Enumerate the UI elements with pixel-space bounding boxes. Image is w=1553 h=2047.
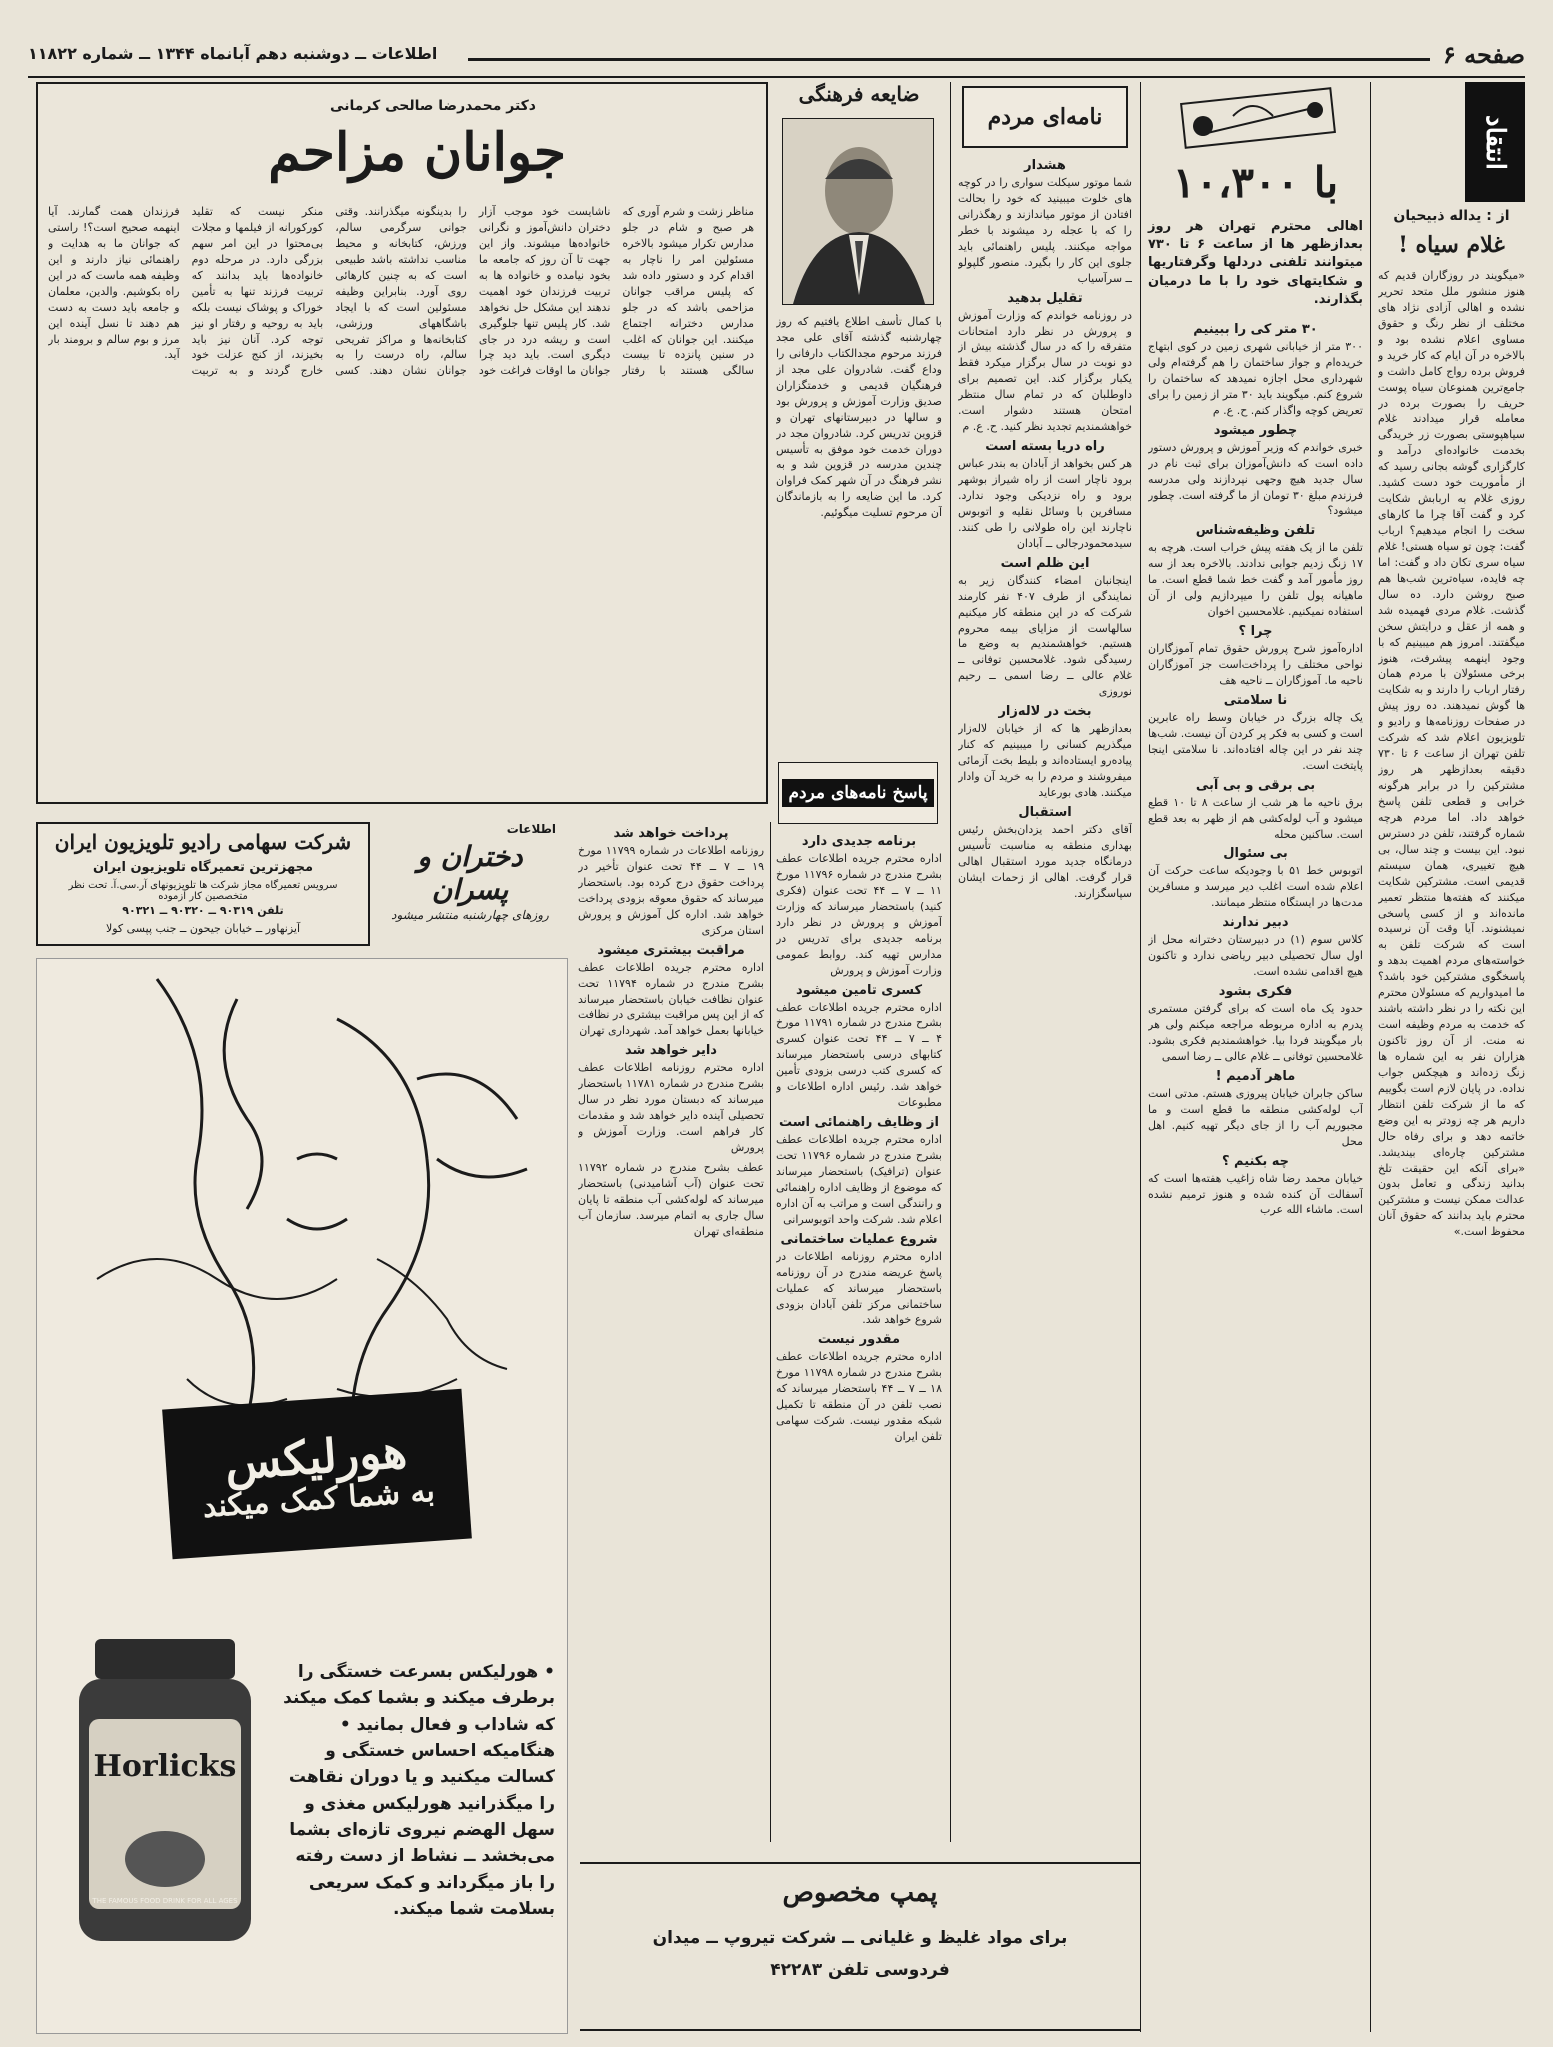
phone-item-title: چرا ؟ [1238, 624, 1273, 640]
letter-item [958, 704, 1132, 801]
phone-item-text: برق ناحیه ما هر شب از ساعت ۸ تا ۱۰ قطع میشود و آب لوله‌کشی هم از ظهر به بعد قطع است. ساکنین محله [1148, 795, 1363, 841]
letter-title: هشدار [1024, 158, 1066, 173]
letter-title: تقلیل بدهید [1007, 290, 1083, 306]
letter-item [958, 158, 1132, 287]
horlicks-ad [36, 958, 568, 2034]
radio-ad-line3: آیزنهاور ــ خیابان جیحون ــ جنب پپسی کولا [105, 922, 301, 935]
phone-item-title: نا سلامتی [1223, 692, 1288, 708]
phone-item [1148, 846, 1363, 911]
letter-text: آقای دکتر احمد یزدان‌بخش رئیس بهداری منطقه به مناسبت تأسیس درمانگاه جدید مورد استقبال اهالی قرار گرفت. اهالی از زحمات ایشان سپاسگزارند. [958, 822, 1132, 900]
phone-subhead: اهالی محترم تهران هر روز بعدازظهر ها از ساعت ۶ تا ۷۳۰ میتوانند تلفنی دردلها وگرفتاریها و شکایتهای خود را با ما درمیان بگذارند. [1148, 219, 1363, 307]
page-number: صفحه ۶ [1442, 40, 1525, 69]
col-rule-3 [950, 82, 951, 1842]
reply2-item [578, 1160, 764, 1240]
phone-item-text: تلفن ما از یک هفته پیش خراب است. هرچه به ۱۷ زنگ زدیم جوابی ندادند. بالاخره بعد از سه روز مأمور آمد و گفت خط شما قطع است. ما ماهیانه پول تلفن را میپردازیم ولی از آن استفاده نمیکنیم. غلامحسین اخوان [1148, 541, 1363, 619]
letter-title: استقبال [1018, 804, 1072, 820]
reply-text: اداره محترم روزنامه اطلاعات در پاسخ عریضه مندرج در آن روزنامه باستحضار میرساند که عملیات ساختمانی مرکز تلفن آبادان بزودی شروع خواهد شد. [776, 1249, 942, 1327]
phone-item-text: اداره‌آموز شرح پرورش حقوق تمام آموزگاران نواحی مختلف را پرداخت‌است جز آموزگاران ناحیه ما. آموزگاران ــ ناحیه هف [1148, 642, 1363, 687]
header-rule [468, 58, 1430, 61]
phone-items [1148, 318, 1363, 2028]
letter-item [958, 556, 1132, 701]
reply-text: اداره محترم جریده اطلاعات عطف بشرح مندرج در شماره ۱۱۷۹۶ مورخ ۱۱ ــ ۷ ــ ۴۴ تحت عنوان (فکری کنید) باستحضار میرساند که وزارت آموزش و پرورش در نظر دارد برنامه جدیدی برای تدریس در مدارس تهیه کند. روابط عمومی وزارت آموزش و پرورش [776, 852, 942, 977]
reply-item [776, 834, 942, 979]
criticism-body: «میگویند در روزگاران قدیم که هنوز منشور ملل متحد تحریر نشده و اهالی آزادی نژاد های مختلف از نظر رنگ و حقوق مساوی اعلام نشده بود و بالاخره در آن ایام که کار خرید و فروش برده رواج کامل داشت و جامع‌ترین همنوعان سیاه پوست حریف را بصورت برده در معامله قرار میدادند غلام سیاهپوستی بصورت زر خریدگی بخدمت خانواده‌ای درآمد و کارگزاری گوشه بجانی رسید که از مأموریت خود دست کشید. روزی غلام به اربابش شکایت کرد و گفت آقا چرا ما کارهای سخت را انجام میدهیم؟ ارباب گفت: چون تو سیاه هستی! غلام سیاه سری تکان داد و گفت: اما چه فایده، سیاه‌ترین شب‌ها هم صبح روشن دارد. ده سال گذشت. غلام مردی فهمیده شد و همه از عقل و درایتش سخن میگفتند. امروز هم میبینیم که با وجود اینهمه پیشرفت، هنوز برخی مسئولان با مردم همان رفتار ارباب را دارند و به شکایت ها گوش نمیدهند. ده روز پیش در صفحات روزنامه‌ها و رادیو و تلویزیون اعلام شد که شرکت تلفن تهران از ساعت ۶ تا ۷۳۰ دقیقه بعدازظهر هر روز مشترکین را در برابر هرگونه خرابی و قطعی تلفن پاسخ خواهد داد. اما مردم هرچه شماره گرفتند، تلفن در دسترس نبود. این بیست و چند سال، بی هیچ تغییری، همان سیستم قدیمی است. مشترکین شکایت میکنند که هفته‌ها منتظر تعمیر مانده‌اند و از کسی پاسخی نمیشنوند. آیا وقت آن نرسیده است که شرکت تلفن به خواسته‌های مردم اهمیت بدهد و پاسخگوی مشترکین خود باشد؟ ما امیدواریم که مسئولان محترم این نکته را در نظر داشته باشند که خدمت به مردم وظیفه است نه منت. از آن روز تاکنون هزاران نفر به این شماره ها زنگ زده‌اند و هیچکس جواب نداده. در پایان لازم است بگوییم که ما از شرکت تلفن انتظار داریم هر چه زودتر به این وضع خاتمه دهد و برای رفاه حال مشترکین چاره‌ای بیندیشد. «برای آنکه این حقیقت تلخ بدانید زندگی و تعامل بدون عدالت ممکن نیست و مشترکین محترم باید بدانند که حقوق آنان محفوظ است.» [1378, 269, 1525, 1239]
phone-item-text: یک چاله بزرگ در خیابان وسط راه عابرین است و کسی به فکر پر کردن آن نیست. شب‌ها چند نفر در این چاله افتاده‌اند. نا سلامتی اینجا پایتخت است. [1148, 710, 1363, 772]
phone-item [1148, 624, 1363, 689]
reply-item [776, 1232, 942, 1329]
pump-title: پمپ مخصوص [782, 1878, 938, 1908]
reply-text: اداره محترم جریده اطلاعات عطف بشرح مندرج در شماره ۱۱۷۹۸ مورخ ۱۸ ــ ۷ ــ ۴۴ باستحضار میرساند که نصب تلفن در آن منطقه تا تکمیل شبکه مقدور نیست. شرکت سهامی تلفن ایران [776, 1350, 942, 1444]
reply2-title: پرداخت خواهد شد [613, 826, 729, 841]
reply2-item [578, 826, 764, 939]
letter-title: این ظلم است [1000, 555, 1090, 571]
phone-item-title: تلفن وظیفه‌شناس [1195, 523, 1316, 539]
column-criticism [1378, 82, 1525, 2032]
letter-text: شما موتور سیکلت سواری را در کوچه های خلوت میبینید که خود را بحالت افتادن از موتور میاندازند و رهگذرانی را که با عجله رد میشوند با خطر مواجه میکنند. پلیس راهنمائی باید جلوی این کار را بگیرد. منصور گلپولو ــ سرآسیاب [958, 176, 1132, 285]
reply2-item [578, 1043, 764, 1156]
issue-line: اطلاعات ــ دوشنبه دهم آبانماه ۱۳۴۴ ــ شماره ۱۱۸۲۲ [28, 44, 438, 63]
pump-phone: فردوسی تلفن ۴۲۲۸۳ [770, 1960, 950, 1980]
reply-title: از وظایف راهنمائی است [779, 1115, 939, 1131]
reply-item [776, 1332, 942, 1445]
criticism-byline: از : یداله ذبیحیان [1393, 208, 1510, 224]
obituary-headline: ضایعه فرهنگی [798, 82, 920, 106]
article-title: جوانان مزاحم [268, 122, 566, 183]
phone-headline: با ۱۰،۳۰۰ [1172, 158, 1339, 207]
col-rule-2 [1140, 82, 1141, 2032]
radio-ad-line2: تلفن ۹۰۳۱۹ ــ ۹۰۳۲۰ ــ ۹۰۳۲۱ [122, 904, 284, 917]
reply2-text: عطف بشرح مندرج در شماره ۱۱۷۹۲ تحت عنوان (آب آشامیدنی) باستحضار میرساند که لوله‌کشی آب منطقه تا پایان سال جاری به اتمام میرسد. سازمان آب منطقه‌ای تهران [578, 1160, 764, 1238]
phone-item-text: ۳۰۰ متر از خیابانی شهری زمین در کوی ابتهاج خریده‌ام و جواز ساختمان را هم گرفته‌ام ولی شهرداری محل اجازه نمیدهد که ساختمان را شروع کنم. میگویند باید ۳۰ متر از زمین را برای تعریض کوچه واگذار کنم. ح. ع. م [1148, 340, 1363, 417]
reply-title: کسری تامین میشود [795, 982, 923, 998]
phone-item-title: چه بکنیم ؟ [1221, 1153, 1290, 1169]
phone-item [1148, 1069, 1363, 1150]
reply2-title: مراقبت بیشتری میشود [597, 942, 745, 958]
phone-item-title: بی برقی و بی آبی [1195, 777, 1316, 793]
page-header [28, 34, 1525, 74]
pump-line: برای مواد غلیظ و غلیانی ــ شرکت تیروپ ــ میدان [652, 1928, 1068, 1948]
reply-title: مقدور نیست [817, 1332, 901, 1348]
phone-illustration [1163, 86, 1353, 154]
horlicks-banner-small: به شما کمک میکند [201, 1473, 436, 1525]
phone-item [1148, 778, 1363, 843]
reply2-text: روزنامه اطلاعات در شماره ۱۱۷۹۹ مورخ ۱۹ ــ ۷ ــ ۴۴ تحت عنوان تأخیر در پرداخت حقوق درج کرده بود. باستحضار میرساند که حقوق معوقه بزودی پرداخت خواهد شد. اداره‌ کل آموزش و پرورش استان مرکزی [578, 844, 764, 937]
phone-item-text: خیابان محمد رضا شاه زاغیب هفته‌ها است که آسفالت آن کنده شده و هنوز ترمیم نشده است. ماشاء الله عرب [1148, 1171, 1363, 1217]
horlicks-jar [65, 1629, 265, 1949]
replies-logo: پاسخ نامه‌های مردم [778, 762, 938, 824]
radio-ad-line1: سرویس تعمیرگاه مجاز شرکت ها تلویزیونهای آر.سی.آ. تحت نظر متخصصین کار آزموده [68, 880, 338, 902]
phone-item-text: اتوبوس خط ۵۱ با وجودیکه ساعت حرکت آن اعلام شده است اغلب دیر میرسد و مسافرین مدت‌ها در ایستگاه منتظر میمانند. [1148, 864, 1363, 910]
article-box [36, 82, 768, 804]
phone-item-title: ماهر آدمیم ! [1215, 1068, 1296, 1084]
letter-text: هر کس بخواهد از آبادان به بندر عباس برود ناچار است از راه شیراز بوشهر برود و راه نزدیکی وجود ندارد. مسافرین با وسائل نقلیه و اتوبوس ناچارند این راه طولانی را طی کنند. سیدمحمودرجالی ــ آبادان [958, 457, 1132, 550]
phone-item [1148, 322, 1363, 419]
reply2-item [578, 943, 764, 1040]
weekly-ad [376, 822, 566, 942]
obituary-photo [782, 118, 934, 305]
letters-items [958, 154, 1132, 2029]
jar-label: Horlicks [93, 1749, 237, 1784]
reply-item [776, 983, 942, 1112]
horlicks-text: • هورلیکس بسرعت خستگی را برطرف میکند و بشما کمک میکند که شاداب و فعال بمانید • هنگامیکه احساس خستگی و کسالت میکنید و یا دوران نقاهت را میگذرانید هورلیکس مغذی و سهل الهضم نیروی تازه‌ای بشما می‌بخشد ــ نشاط از دست رفته را باز میگرداند و کمک سریعی بسلامت شما میکند. [283, 1662, 555, 1920]
col-rule-4 [770, 822, 771, 1842]
column-replies-2 [578, 822, 764, 1842]
article-author: دکتر محمدرضا صالحی کرمانی [330, 98, 536, 114]
reply-title: برنامه جدیدی دارد [801, 834, 917, 849]
portrait-image [783, 119, 933, 304]
reply-text: اداره محترم جریده اطلاعات عطف بشرح مندرج در شماره ۱۱۷۹۶ تحت عنوان (ترافیک) باستحضار میرساند که موضوع از وظایف اداره راهنمائی و رانندگی است و مراتب به آن اداره اعلام شد. شرکت واحد اتوبوسرانی [776, 1133, 942, 1226]
column-letters [958, 82, 1132, 2032]
reply-title: شروع عملیات ساختمانی [780, 1231, 938, 1247]
letter-item [958, 439, 1132, 552]
letter-item [958, 805, 1132, 902]
phone-item [1148, 523, 1363, 620]
obituary-body: با کمال تأسف اطلاع یافتیم که روز چهارشنبه گذشته آقای علی مجد فرزند مرحوم مجدالکتاب دارفانی را وداع گفت. شادروان علی مجد از فرهنگیان قدیمی و خدمتگزاران صدیق وزارت آموزش و پرورش بود و سالها در دبیرستانهای تهران و قزوین تدریس کرد. شادروان مجد در دوران خدمت خود موفق به تأسیس چندین مدرسه در قزوین شد و به نشر فرهنگ در آن شهر کمک فراوان کرد. ما این ضایعه را به بازماندگان آن مرحوم تسلیت میگوئیم. [776, 315, 942, 520]
phone-item [1148, 984, 1363, 1065]
jar-small: THE FAMOUS FOOD DRINK FOR ALL AGES [92, 1897, 238, 1905]
phone-item-title: ۳۰ متر کی را ببینیم [1193, 322, 1318, 337]
weekly-title: دختران و پسران [417, 840, 523, 906]
replies-items [776, 830, 942, 1840]
phone-item-title: چطور میشود [1213, 422, 1298, 438]
reply-item [776, 1115, 942, 1228]
col-rule-1 [1370, 82, 1371, 2032]
phone-item-text: ساکن جابران خیابان پیروزی هستم. مدتی است آب لوله‌کشی منطقه ما قطع است و ما مجبوریم آب را از جای دیگر تهیه کنیم. اهل محل [1148, 1086, 1363, 1148]
column-phone-line [1148, 82, 1363, 2032]
criticism-logo: انتقاد [1465, 82, 1525, 202]
reply2-text: اداره محترم روزنامه اطلاعات عطف بشرح مندرج در شماره ۱۱۷۸۱ باستحضار میرساند که دبستان مورد نظر در سال تحصیلی آینده دایر خواهد شد و مقدمات کار فراهم است. وزارت آموزش و پرورش [578, 1061, 764, 1154]
phone-item-text: خبری خواندم که وزیر آموزش و پرورش دستور داده است که دانش‌آموزان برای ثبت نام در سال جدید هیچ وجهی نپردازند ولی مدرسه فرزندم مبلغ ۳۰ تومان از ما گرفته است. چطور میشود؟ [1148, 440, 1363, 518]
phone-item [1148, 423, 1363, 520]
article-body [48, 204, 754, 792]
phone-item-title: دبیر ندارند [1222, 915, 1289, 931]
reply2-title: دایر خواهد شد [625, 1043, 717, 1059]
reply2-text: اداره محترم جریده اطلاعات عطف بشرح مندرج در شماره ۱۱۷۹۴ تحت عنوان نظافت خیابان باستحضار میرساند که از این پس مراقبت بیشتری در نظافت خیابانها بعمل خواهد آمد. شهرداری تهران [578, 960, 764, 1038]
article-text: مناظر زشت و شرم آوری که هر صبح و شام در جلو مدارس تکرار میشود بالاخره مسئولین امر را ناچار به اقدام کرد و دستور داده شد که پلیس مراقب جوانان مزاحمی باشد که در جلو مدارس دخترانه اجتماع میکنند. این جوانان که اغلب در سنین پانزده تا بیست سالگی هستند با رفتار ناشایست خود موجب آزار دختران دانش‌آموز و نگرانی خانواده‌ها میشوند. واز این جهت تا آن روز که جامعه ما بخود نیامده و خانواده ها به تربیت فرزندان خود اهمیت ندهند این مشکل حل نخواهد شد. کار پلیس تنها جلوگیری است و ریشه درد در جای دیگری است. باید دید چرا جوانان ما اوقات فراغت خود را بدینگونه میگذرانند. وقتی جوانی سرگرمی سالم، ورزش، کتابخانه و محیط مناسب نداشته باشد طبیعی است که به چنین کارهائی روی آورد. بنابراین وظیفه مسئولین است که با ایجاد باشگاههای ورزشی، کتابخانه‌ها و مراکز تفریحی سالم، راه درست را به جوانان نشان دهند. کسی منکر نیست که تقلید کورکورانه از فیلمها و مجلات بی‌محتوا در این امر سهم بزرگی دارد. در مرحله دوم خانواده‌ها باید بدانند که تربیت فرزند تنها به تأمین خوراک و پوشاک نیست بلکه باید به روحیه و رفتار او نیز توجه کرد. آنان نیز باید بخیزند، از کنج عزلت خود خارج گردند و به تربیت فرزندان همت گمارند. آیا اینهمه صحیح است؟! راستی که جوانان ما به هدایت و راهنمائی نیاز دارند و این وظیفه همه ماست که در این راه بکوشیم. والدین، معلمان و جامعه باید دست به دست هم دهند تا نسل آینده این مرز و بوم سالم و برومند بار آید. [48, 205, 754, 378]
phone-item [1148, 1154, 1363, 1219]
criticism-headline: غلام سیاه ! [1398, 232, 1505, 258]
radio-tv-ad [36, 822, 370, 946]
letter-text: بعدازظهر ها که از خیابان لاله‌زار میگذریم کسانی را میبینیم که کنار پیاده‌رو ایستاده‌اند و بلیط بخت آزمائی میفروشند و مردم را به خرید آن وادار میکنند. هادی بورعاید [958, 722, 1132, 799]
replies2-items [578, 822, 764, 1842]
letter-text: در روزنامه خواندم که وزارت آموزش و پرورش در نظر دارد امتحانات متفرقه را که در سال گذشته بیش از دو نوبت در سال برگزار میکرد فقط یکبار برگزار کند. این تصمیم برای داوطلبان که در تمام سال منتظر امتحان هستند دشوار است. خواهشمندیم تجدید نظر کنید. ح. ع. م [958, 308, 1132, 434]
phone-item-text: حدود یک ماه است که برای گرفتن مستمری پدرم به اداره مربوطه مراجعه میکنم ولی هر بار میگویند فردا بیا. خواهشمندیم فکری بشود. غلامحسین توفانی ــ غلام عالی ــ رضا اسمی [1148, 1002, 1363, 1063]
phone-item-title: بی سئوال [1223, 846, 1288, 862]
radio-ad-title: شرکت سهامی رادیو تلویزیون ایران [54, 830, 352, 854]
horlicks-banner-big: هورلیکس [223, 1423, 409, 1491]
radio-ad-subtitle: مجهزترین تعمیرگاه تلویزیون ایران [92, 860, 314, 875]
phone-item [1148, 693, 1363, 774]
weekly-line: روزهای چهارشنبه منتشر میشود [391, 908, 549, 922]
weekly-small: اطلاعات [506, 822, 556, 836]
letter-item [958, 291, 1132, 436]
horlicks-banner [162, 1389, 472, 1560]
letter-text: اینجانبان امضاء کنندگان زیر به نمایندگی از طرف ۴۰۷ نفر کارمند شرکت که در این منطقه کار میکنیم سالهاست از مزایای بیمه محروم هستیم. خواهشمندیم به وضع ما رسیدگی شود. غلامحسین توفانی ــ غلام عالی ــ رضا اسمی ــ رحیم نوروزی [958, 573, 1132, 699]
phone-item-text: کلاس سوم (۱) در دبیرستان دخترانه محل از اول سال تحصیلی دبیر ریاضی ندارد و تاکنون هیچ اقدامی نشده است. [1148, 933, 1363, 979]
letter-title: راه دریا بسته است [985, 439, 1105, 455]
column-obituary [776, 82, 942, 1842]
letters-logo: نامه‌ای مردم [962, 86, 1128, 148]
phone-item [1148, 915, 1363, 980]
phone-item-title: فکری بشود [1218, 984, 1293, 1000]
pump-ad [580, 1862, 1140, 2031]
letter-title: بخت در لاله‌زار [998, 704, 1092, 720]
reply-text: اداره محترم جریده اطلاعات عطف بشرح مندرج در شماره ۱۱۷۹۱ مورخ ۴ ــ ۷ ــ ۴۴ تحت عنوان کسری کتابهای درسی باستحضار میرساند که کسری کتب درسی بزودی تأمین خواهد شد. رئیس اداره اطلاعات و مطبوعات [776, 1000, 942, 1110]
header-bottom-rule [28, 76, 1525, 78]
